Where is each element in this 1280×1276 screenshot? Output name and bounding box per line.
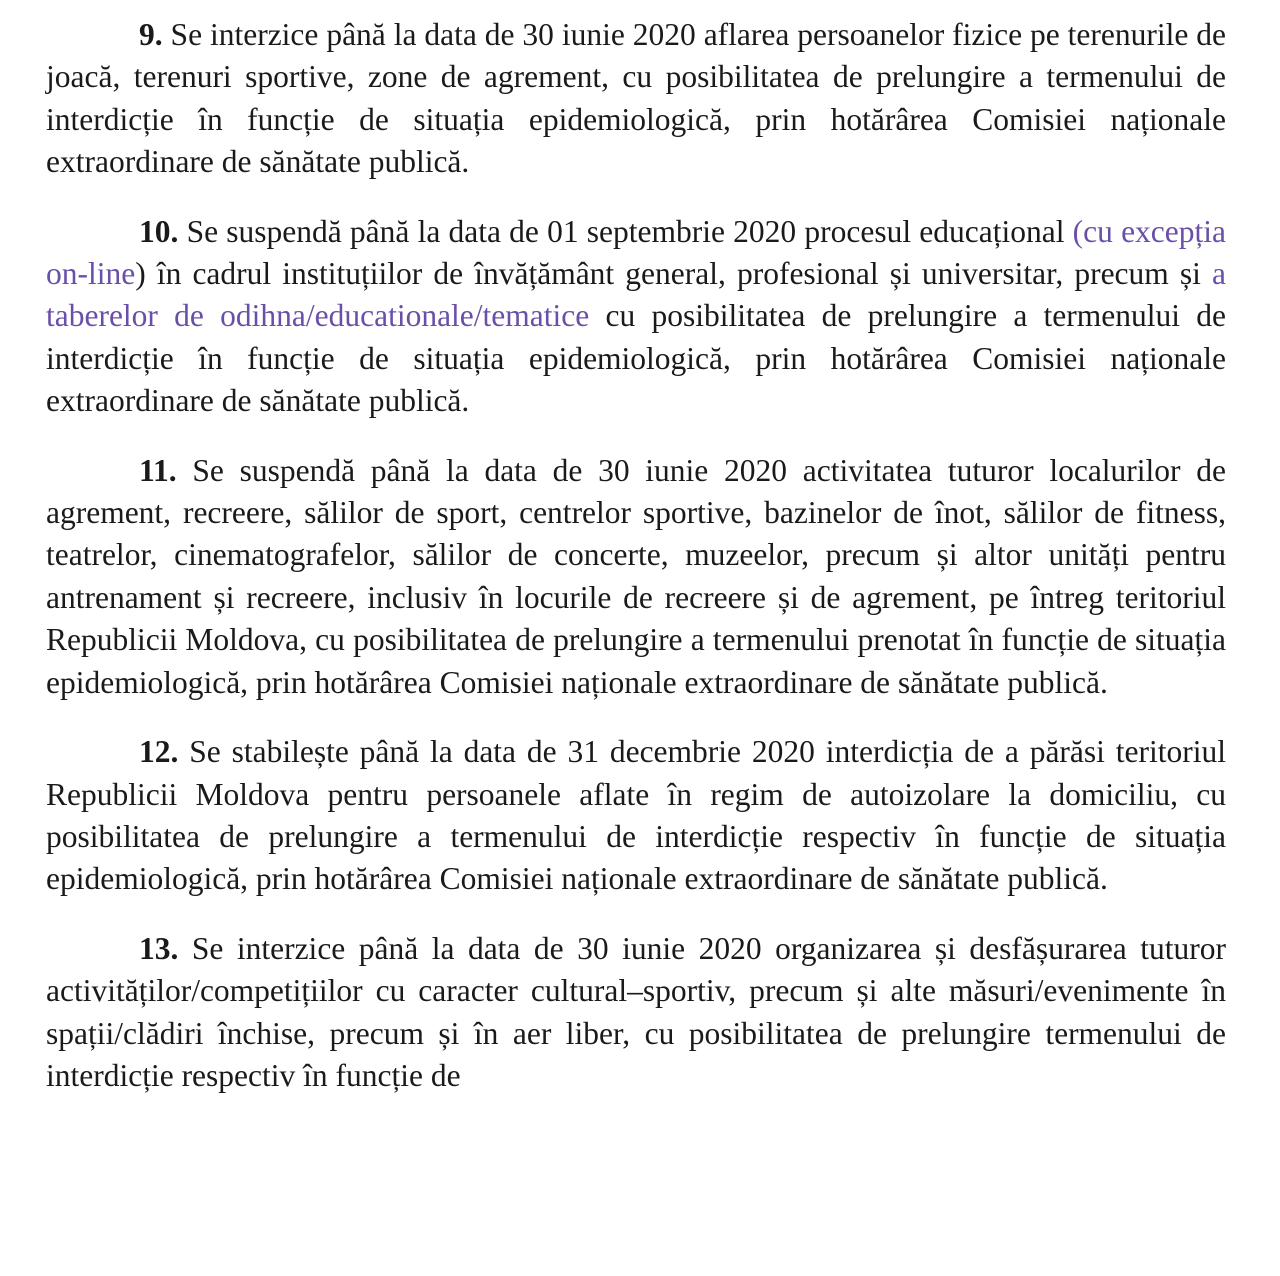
paragraph-number: 11. <box>139 452 177 488</box>
paragraph-text: Se suspendă până la data de 01 septembrie 2020 procesul educațional <box>178 213 1073 249</box>
paragraph-10 <box>46 211 1226 423</box>
paragraph-11 <box>46 450 1226 704</box>
paragraph-text: ) în cadrul instituțiilor de învățământ general, profesional și universitar, precum și <box>135 256 1213 292</box>
highlighted-text: (cu excepția on-line <box>46 213 1226 292</box>
paragraph-text: cu posibilitatea de prelungire a termenului de interdicție în funcție de situația epidemiologică, prin hotărârea Comisiei naționale extraordinare de sănătate publică. <box>46 298 1226 419</box>
paragraph-number: 13. <box>139 930 179 966</box>
paragraph-text: Se interzice până la data de 30 iunie 2020 organizarea și desfășurarea tuturor activităților/competițiilor cu caracter cultural–sportiv, precum și alte măsuri/evenimente în spații/clădiri închise, precum și în aer liber, cu posibilitatea de prelungire termenului de interdicție respectiv în funcție de <box>46 930 1226 1093</box>
paragraph-text: Se interzice până la data de 30 iunie 2020 aflarea persoanelor fizice pe terenurile de joacă, terenuri sportive, zone de agrement, cu posibilitatea de prelungire a termenului de interdicție în funcție de situația epidemiologică, prin hotărârea Comisiei naționale extraordinare de sănătate publică. <box>46 17 1226 180</box>
paragraph-text: Se suspendă până la data de 30 iunie 2020 activitatea tuturor localurilor de agrement, recreere, sălilor de sport, centrelor sportive, bazinelor de înot, sălilor de fitness, teatrelor, cinematografelor, sălilor de concerte, muzeelor, precum și altor unități pentru antrenament și recreere, inclusiv în locurile de recreere și de agrement, pe întreg teritoriul Republicii Moldova, cu posibilitatea de prelungire a termenului prenotat în funcție de situația epidemiologică, prin hotărârea Comisiei naționale extraordinare de sănătate publică. <box>46 452 1226 700</box>
paragraph-number: 10. <box>139 213 179 249</box>
paragraph-9 <box>46 14 1226 184</box>
paragraph-13 <box>46 928 1226 1098</box>
paragraph-number: 12. <box>139 734 179 770</box>
paragraph-number: 9. <box>139 17 163 52</box>
document-page <box>46 14 1226 1097</box>
highlighted-text: a taberelor de odihna/educationale/tematice <box>46 256 1226 334</box>
paragraph-12 <box>46 731 1226 901</box>
paragraph-text: Se stabilește până la data de 31 decembrie 2020 interdicția de a părăsi teritoriul Republicii Moldova pentru persoanele aflate în regim de autoizolare la domiciliu, cu posibilitatea de prelungire a termenului de interdicție respectiv în funcție de situația epidemiologică, prin hotărârea Comisiei naționale extraordinare de sănătate publică. <box>46 734 1226 897</box>
